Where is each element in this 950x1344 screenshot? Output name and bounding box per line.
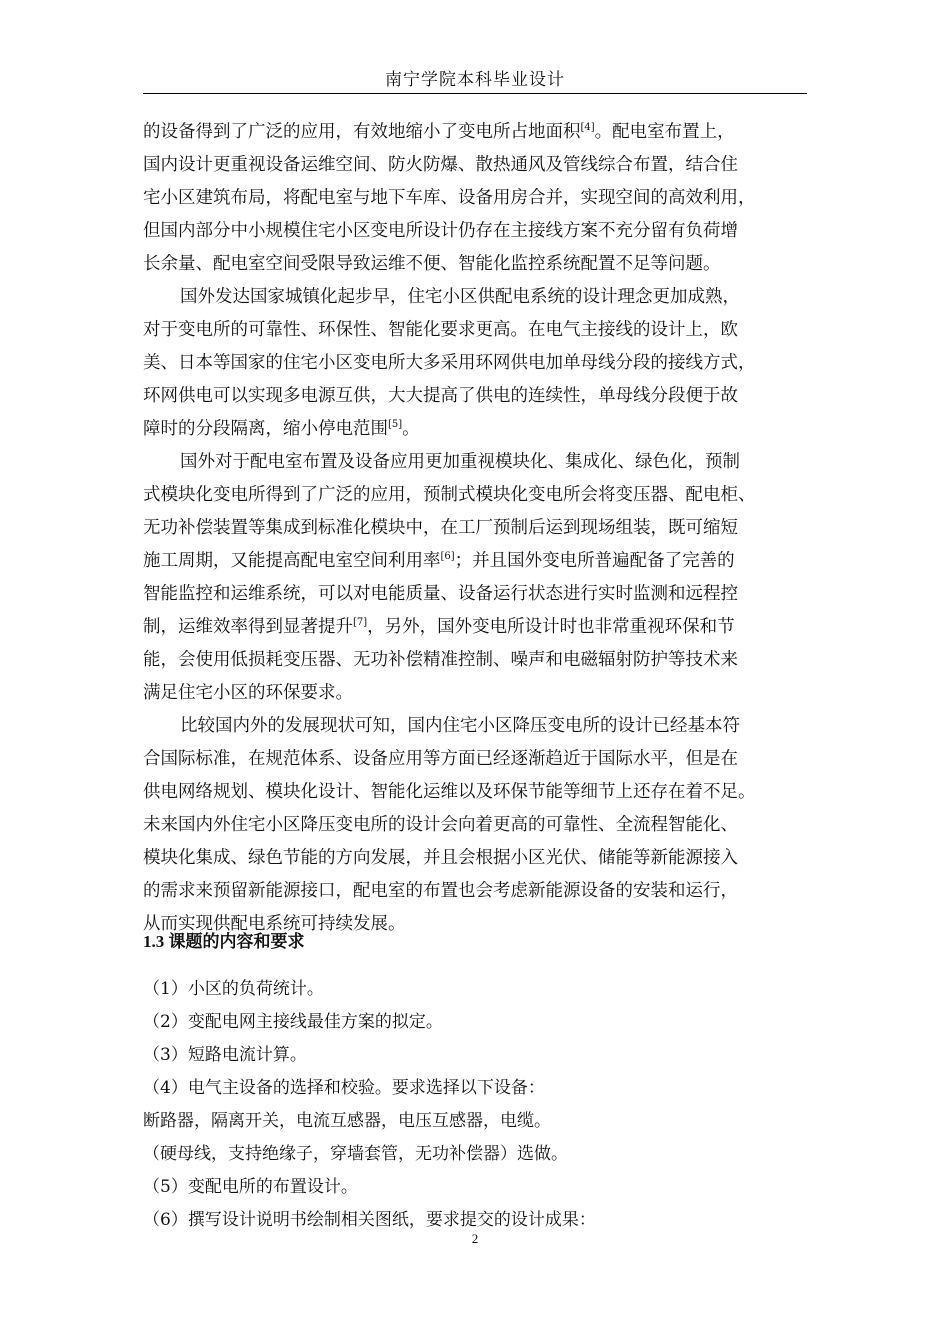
paragraph-1 [143, 116, 807, 281]
citation-ref: [5] [388, 419, 403, 430]
paragraph-line: 合国际标准，在规范体系、设备应用等方面已经逐渐趋近于国际水平，但是在 [143, 749, 738, 769]
paragraph-line: 式模块化变电所得到了广泛的应用，预制式模块化变电所会将变压器、配电柜、 [143, 485, 756, 505]
document-body [143, 116, 807, 941]
paragraph-line: 的需求来预留新能源接口，配电室的布置也会考虑新能源设备的安装和运行， [143, 881, 738, 901]
paragraph-line: 国外发达国家城镇化起步早，住宅小区供配电系统的设计理念更加成熟， [180, 287, 740, 307]
paragraph-line: 无功补偿装置等集成到标准化模块中，在工厂预制后运到现场组装，既可缩短 [143, 518, 738, 538]
paragraph-line: 国内设计更重视设备运维空间、防火防爆、散热通风及管线综合布置，结合住 [143, 155, 738, 175]
paragraph-line: 从而实现供配电系统可持续发展。 [143, 914, 406, 934]
header-rule [143, 93, 807, 94]
paragraph-line: 智能监控和运维系统，可以对电能质量、设备运行状态进行实时监测和远程控 [143, 584, 738, 604]
section-heading: 1.3 课题的内容和要求 [143, 932, 305, 951]
list-item: （5）变配电所的布置设计。 [143, 1177, 358, 1197]
requirements-list [143, 973, 807, 1237]
paragraph-line: 环网供电可以实现多电源互供，大大提高了供电的连续性，单母线分段便于故 [143, 386, 738, 406]
paragraph-line: 比较国内外的发展现状可知，国内住宅小区降压变电所的设计已经基本符 [180, 716, 740, 736]
paragraph-line: 未来国内外住宅小区降压变电所的设计会向着更高的可靠性、全流程智能化、 [143, 815, 738, 835]
page-number: 2 [471, 1231, 479, 1246]
paragraph-line: 供电网络规划、模块化设计、智能化运维以及环保节能等细节上还存在着不足。 [143, 782, 756, 802]
paragraph-line: 障时的分段隔离，缩小停电范围[5]。 [143, 419, 420, 439]
list-item: 断路器，隔离开关，电流互感器，电压互感器，电缆。 [143, 1111, 551, 1131]
paragraph-line: 满足住宅小区的环保要求。 [143, 683, 353, 703]
list-item: （硬母线，支持绝缘子，穿墙套管，无功补偿器）选做。 [143, 1144, 568, 1164]
paragraph-line: 模块化集成、绿色节能的方向发展，并且会根据小区光伏、储能等新能源接入 [143, 848, 738, 868]
paragraph-line: 但国内部分中小规模住宅小区变电所设计仍存在主接线方案不充分留有负荷增 [143, 221, 738, 241]
paragraph-line: 长余量、配电室空间受限导致运维不便、智能化监控系统配置不足等问题。 [143, 254, 721, 274]
paragraph-line: 对于变电所的可靠性、环保性、智能化要求更高。在电气主接线的设计上，欧 [143, 320, 738, 340]
page-header-title: 南宁学院本科毕业设计 [385, 70, 565, 90]
paragraph-4 [143, 710, 807, 941]
citation-ref: [6] [440, 551, 455, 562]
paragraph-line: 制，运维效率得到显著提升[7]，另外，国外变电所设计时也非常重视环保和节 [143, 617, 735, 637]
citation-ref: [7] [353, 617, 368, 628]
paragraph-line: 美、日本等国家的住宅小区变电所大多采用环网供电加单母线分段的接线方式， [143, 353, 756, 373]
paragraph-line: 施工周期，又能提高配电室空间利用率[6]；并且国外变电所普遍配备了完善的 [143, 551, 735, 571]
list-item: （6）撰写设计说明书绘制相关图纸，要求提交的设计成果： [143, 1210, 596, 1230]
paragraph-3 [143, 446, 807, 710]
list-item: （1）小区的负荷统计。 [143, 979, 324, 999]
list-item: （4）电气主设备的选择和校验。要求选择以下设备： [143, 1078, 545, 1098]
paragraph-line: 能，会使用低损耗变压器、无功补偿精准控制、噪声和电磁辐射防护等技术来 [143, 650, 738, 670]
paragraph-2 [143, 281, 807, 446]
citation-ref: [4] [580, 122, 595, 133]
list-item: （3）短路电流计算。 [143, 1045, 307, 1065]
paragraph-line: 的设备得到了广泛的应用，有效地缩小了变电所占地面积[4]。配电室布置上， [143, 122, 735, 142]
paragraph-line: 国外对于配电室布置及设备应用更加重视模块化、集成化、绿色化，预制 [180, 452, 740, 472]
list-item: （2）变配电网主接线最佳方案的拟定。 [143, 1012, 443, 1032]
paragraph-line: 宅小区建筑布局，将配电室与地下车库、设备用房合并，实现空间的高效利用， [143, 188, 756, 208]
